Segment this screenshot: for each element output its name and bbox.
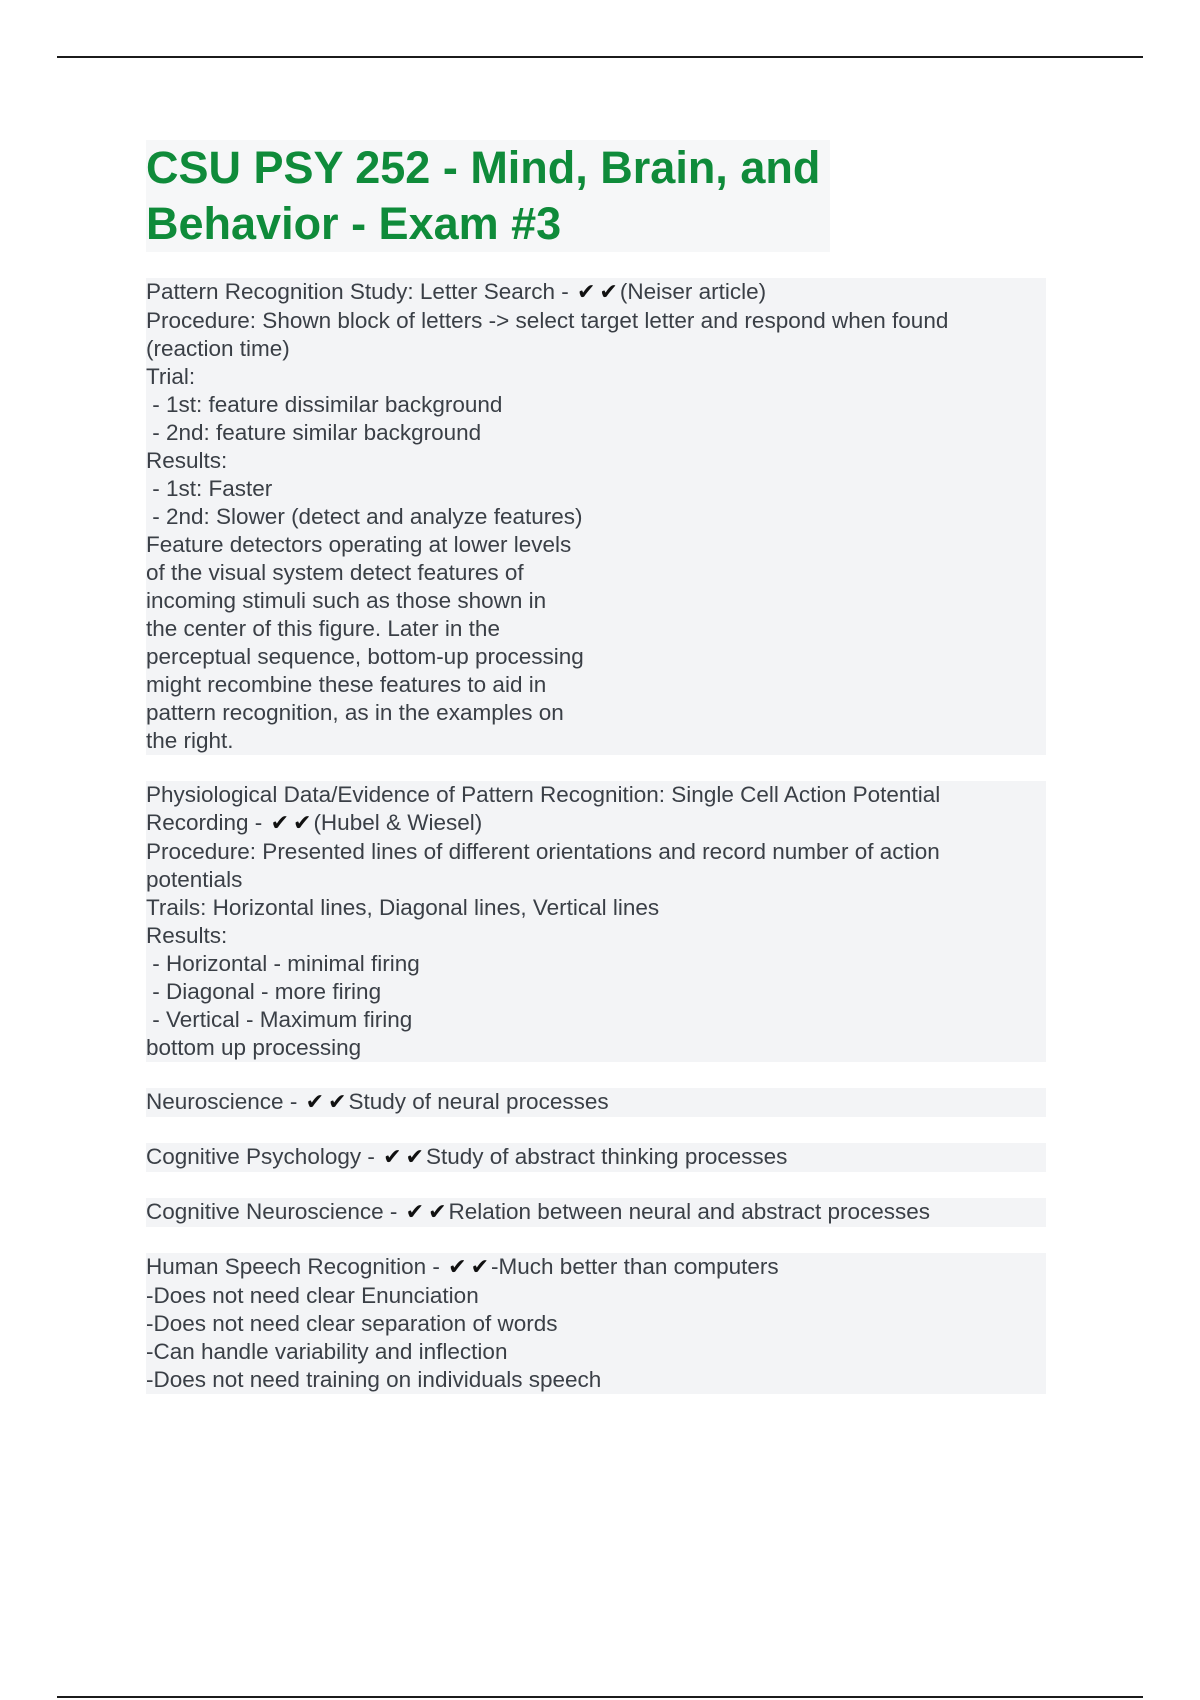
card-first-line bbox=[146, 1198, 1046, 1227]
card-line: - Horizontal - minimal firing bbox=[146, 951, 420, 976]
card-line: Procedure: Shown block of letters -> select target letter and respond when found bbox=[146, 308, 949, 333]
checkmark-icon: ✔ bbox=[405, 1200, 425, 1225]
card-first-line bbox=[146, 1088, 1046, 1117]
card-term: Human Speech Recognition - bbox=[146, 1254, 447, 1279]
checkmark-icon: ✔ bbox=[576, 280, 596, 305]
card-line: - 2nd: Slower (detect and analyze features) bbox=[146, 504, 583, 529]
checkmark-icon: ✔ bbox=[599, 280, 618, 305]
card-first-line bbox=[146, 1253, 1046, 1282]
card-line: bottom up processing bbox=[146, 1035, 362, 1060]
card-line: Feature detectors operating at lower levels bbox=[146, 532, 572, 557]
card-first-line bbox=[146, 809, 1046, 838]
card-line: the center of this figure. Later in the bbox=[146, 616, 500, 641]
card-answer: (Hubel & Wiesel) bbox=[313, 810, 483, 835]
card-first-line bbox=[146, 1143, 1046, 1172]
card-line: perceptual sequence, bottom-up processing bbox=[146, 644, 584, 669]
card-answer: Relation between neural and abstract processes bbox=[448, 1199, 931, 1224]
card-answer: Study of neural processes bbox=[348, 1089, 609, 1114]
card-term: Cognitive Psychology - bbox=[146, 1144, 382, 1169]
checkmark-icon: ✔ bbox=[428, 1200, 447, 1225]
card-line: the right. bbox=[146, 728, 234, 753]
checkmark-icon: ✔ bbox=[470, 1255, 490, 1280]
card-first-line bbox=[146, 278, 1046, 307]
flashcard-cognitive-neuroscience bbox=[146, 1198, 1046, 1227]
title-line-2: Behavior - Exam #3 bbox=[146, 198, 562, 249]
checkmark-icon: ✔ bbox=[383, 1145, 402, 1170]
card-answer: Study of abstract thinking processes bbox=[425, 1144, 788, 1169]
top-rule bbox=[57, 56, 1143, 58]
checkmark-icon: ✔ bbox=[405, 1145, 424, 1170]
card-line: -Does not need clear separation of words bbox=[146, 1311, 558, 1336]
checkmark-icon: ✔ bbox=[293, 811, 312, 836]
checkmark-icon: ✔ bbox=[270, 811, 289, 836]
document-title bbox=[146, 140, 830, 252]
card-answer: (Neiser article) bbox=[619, 279, 767, 304]
document-body bbox=[146, 140, 1046, 1394]
card-line: - 1st: Faster bbox=[146, 476, 273, 501]
title-line-1: CSU PSY 252 - Mind, Brain, and bbox=[146, 142, 821, 193]
card-line: -Does not need clear Enunciation bbox=[146, 1283, 479, 1308]
card-line: incoming stimuli such as those shown in bbox=[146, 588, 547, 613]
card-line: potentials bbox=[146, 867, 243, 892]
flashcard-neuroscience bbox=[146, 1088, 1046, 1117]
card-line: of the visual system detect features of bbox=[146, 560, 524, 585]
card-term: Neuroscience - bbox=[146, 1089, 304, 1114]
flashcard-pattern-recognition-letter-search bbox=[146, 278, 1046, 755]
card-line: Results: bbox=[146, 448, 228, 473]
card-line: - 1st: feature dissimilar background bbox=[146, 392, 503, 417]
checkmark-icon: ✔ bbox=[328, 1090, 347, 1115]
card-term-line: Physiological Data/Evidence of Pattern Recognition: Single Cell Action Potential bbox=[146, 782, 941, 807]
card-line: - 2nd: feature similar background bbox=[146, 420, 482, 445]
card-term: Cognitive Neuroscience - bbox=[146, 1199, 404, 1224]
card-line: might recombine these features to aid in bbox=[146, 672, 547, 697]
checkmark-icon: ✔ bbox=[305, 1090, 325, 1115]
card-line: - Diagonal - more firing bbox=[146, 979, 382, 1004]
card-line: -Does not need training on individuals speech bbox=[146, 1367, 602, 1392]
card-line: Trial: bbox=[146, 364, 196, 389]
bottom-rule bbox=[57, 1696, 1143, 1698]
flashcard-single-cell-recording bbox=[146, 781, 1046, 1062]
card-term: Pattern Recognition Study: Letter Search - bbox=[146, 279, 575, 304]
card-line: - Vertical - Maximum firing bbox=[146, 1007, 413, 1032]
card-line: Results: bbox=[146, 923, 228, 948]
card-line: pattern recognition, as in the examples on bbox=[146, 700, 564, 725]
card-line: (reaction time) bbox=[146, 336, 290, 361]
card-line: -Can handle variability and inflection bbox=[146, 1339, 508, 1364]
flashcard-cognitive-psychology bbox=[146, 1143, 1046, 1172]
card-term: Recording - bbox=[146, 810, 269, 835]
checkmark-icon: ✔ bbox=[448, 1255, 467, 1280]
card-line: Trails: Horizontal lines, Diagonal lines, Vertical lines bbox=[146, 895, 660, 920]
card-line: Procedure: Presented lines of different orientations and record number of action bbox=[146, 839, 940, 864]
card-answer: -Much better than computers bbox=[491, 1254, 779, 1279]
flashcard-human-speech-recognition bbox=[146, 1253, 1046, 1394]
